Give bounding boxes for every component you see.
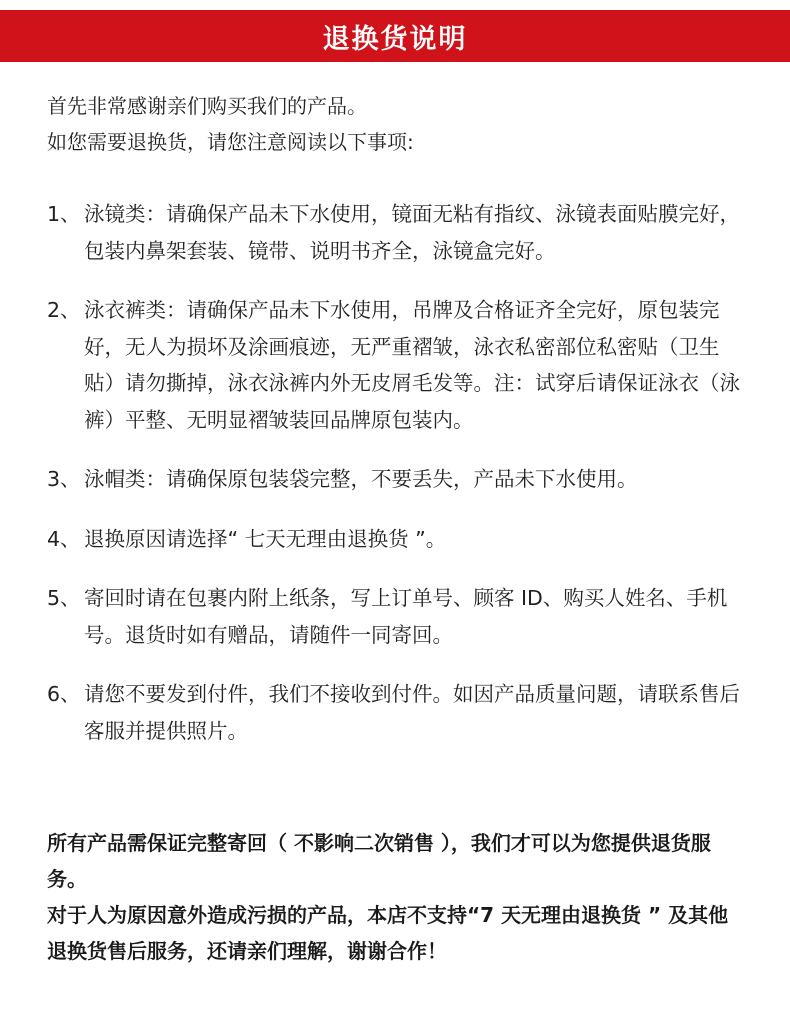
intro-instruction-text: 如您需要退换货，请您注意阅读以下事项: xyxy=(47,130,414,154)
item-number: 3、 xyxy=(47,467,81,491)
item-text: 泳衣裤类：请确保产品未下水使用，吊牌及合格证齐全完好，原包装完好，无人为损坏及涂画痕迹，无严重褶皱，泳衣私密部位私密贴（卫生贴）请勿撕掉，泳衣泳裤内外无皮屑毛发等。注：试穿后请保证泳衣（泳裤）平整、无明显褶皱装回品牌原包装内。 xyxy=(84,298,740,432)
notice-section xyxy=(47,825,747,969)
header-banner xyxy=(0,10,790,62)
list-item xyxy=(47,676,747,749)
list-item xyxy=(47,521,747,558)
item-text: 泳镜类：请确保产品未下水使用，镜面无粘有指纹、泳镜表面贴膜完好，包装内鼻架套装、镜带、说明书齐全，泳镜盒完好。 xyxy=(84,202,740,263)
intro-section xyxy=(47,88,747,160)
intro-thanks-text: 首先非常感谢亲们购买我们的产品。 xyxy=(47,94,367,118)
item-number: 4、 xyxy=(47,526,81,551)
list-item xyxy=(47,196,747,269)
item-text: 退换原因请选择“ 七天无理由退换货 ”。 xyxy=(84,526,447,551)
notice-paragraph-damage-policy: 对于人为原因意外造成污损的产品，本店不支持“7 天无理由退换货 ” 及其他退换货售后服务，还请亲们理解，谢谢合作！ xyxy=(47,903,729,963)
item-text: 寄回时请在包裹内附上纸条，写上订单号、顾客 ID、购买人姓名、手机号。退货时如有赠品，请随件一同寄回。 xyxy=(84,586,728,647)
list-item xyxy=(47,461,747,498)
item-number: 5、 xyxy=(47,586,81,610)
item-number: 2、 xyxy=(47,298,81,322)
page-title: 退换货说明 xyxy=(322,23,468,55)
return-rules-list xyxy=(47,196,747,772)
list-item xyxy=(47,580,747,653)
list-item xyxy=(47,292,747,438)
item-number: 1、 xyxy=(47,202,81,226)
item-text: 泳帽类：请确保原包装袋完整，不要丢失，产品未下水使用。 xyxy=(84,467,638,491)
item-text: 请您不要发到付件，我们不接收到付件。如因产品质量问题，请联系售后客服并提供照片。 xyxy=(84,682,740,743)
notice-paragraph-complete-return: 所有产品需保证完整寄回（ 不影响二次销售 ），我们才可以为您提供退货服务。 xyxy=(47,831,711,891)
item-number: 6、 xyxy=(47,682,81,706)
